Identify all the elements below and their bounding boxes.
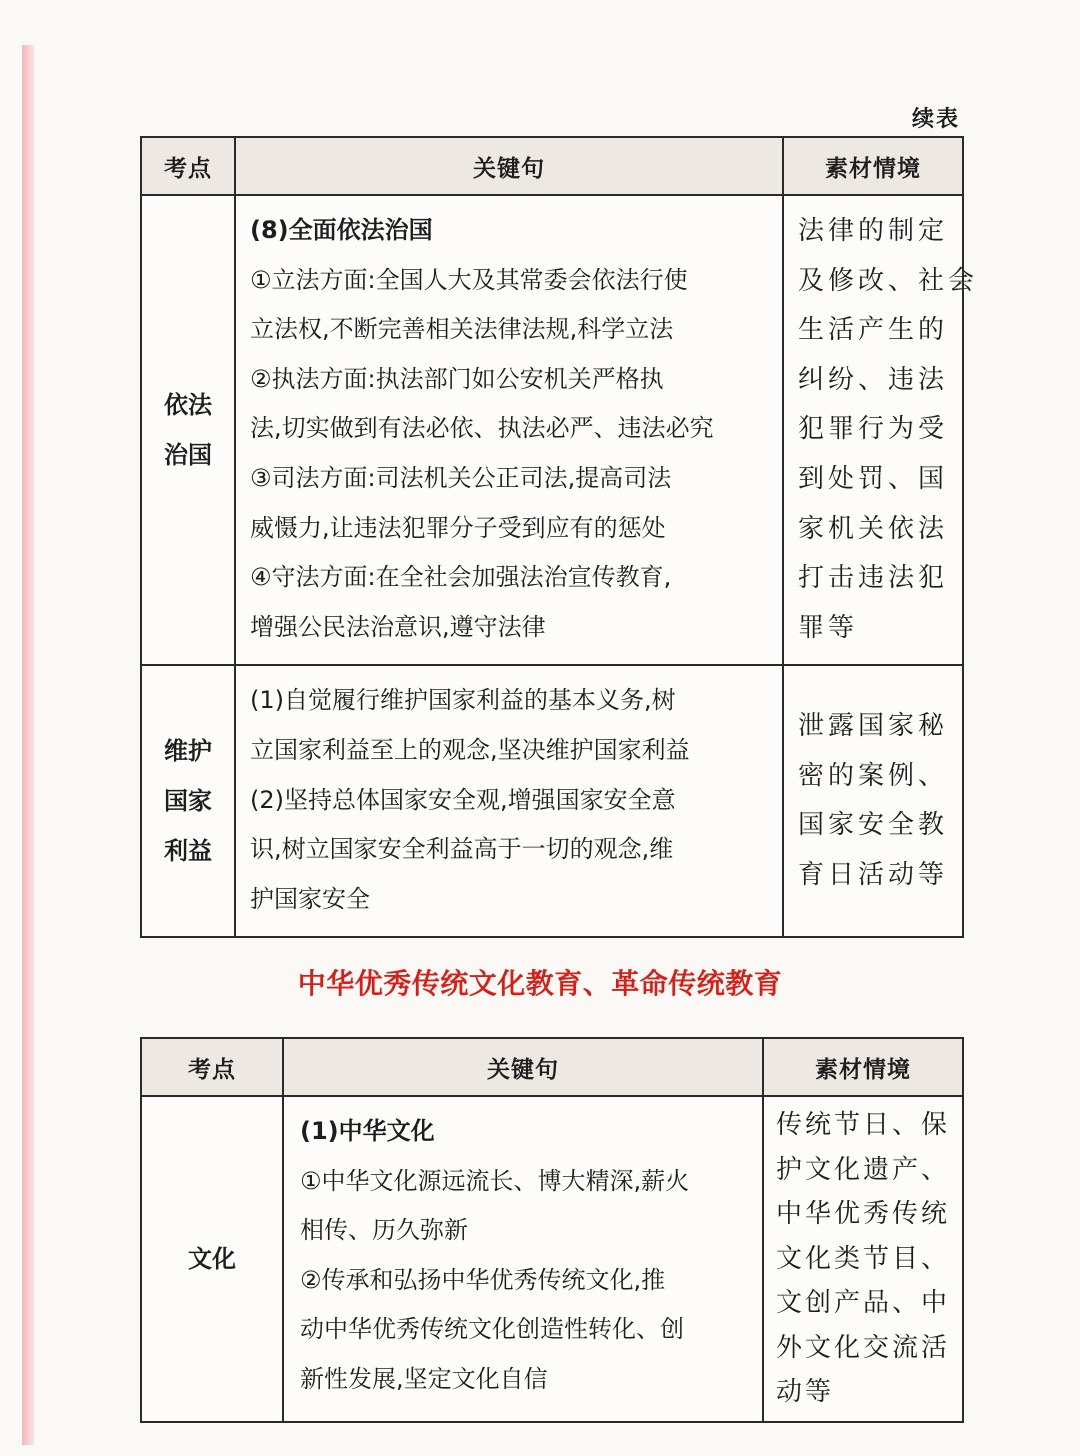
header-material: 素材情境 [783,137,963,195]
material-line: 密的案例、 [798,760,949,791]
section-title: 中华优秀传统文化教育、革命传统教育 [297,967,783,1000]
topic-cell [141,665,235,937]
table-header-row [141,1038,963,1096]
culture-education-table [140,1037,964,1423]
material-cell [783,195,979,665]
material-line: 罪等 [798,612,859,643]
topic-line: 国家 [164,787,212,816]
key-line: 增强公民法治意识,遵守法律 [250,612,546,641]
header-key-sentence: 关键句 [283,1038,763,1096]
key-line: 动中华优秀传统文化创造性转化、创 [300,1315,684,1344]
material-line: 纠纷、违法 [798,364,949,395]
key-line: 新性发展,坚定文化自信 [300,1364,548,1393]
table-row [141,195,963,665]
header-topic: 考点 [141,137,235,195]
key-line: 法,切实做到有法必依、执法必严、违法必究 [250,414,714,443]
material-line: 育日活动等 [798,859,949,890]
material-cell [783,665,963,937]
material-line: 家机关依法 [798,513,949,544]
topic-cell [141,1096,283,1422]
key-line: 立国家利益至上的观念,坚决维护国家利益 [250,735,690,764]
topic-line: 依法 [164,391,212,420]
material-cell [763,1096,963,1422]
material-line: 传统节日、保 [776,1110,951,1141]
key-line: ①中华文化源远流长、博大精深,薪火 [300,1166,690,1195]
header-material: 素材情境 [763,1038,963,1096]
table-header-row [141,137,963,195]
material-line: 法律的制定 [798,216,949,246]
material-line: 中华优秀传统 [776,1199,951,1230]
key-line: 识,树立国家安全利益高于一切的观念,维 [250,835,674,864]
key-line: 立法权,不断完善相关法律法规,科学立法 [250,315,674,344]
key-line: (1)自觉履行维护国家利益的基本义务,树 [250,686,676,715]
key-sentence-cell [235,665,783,937]
material-line: 打击违法犯 [798,563,949,594]
key-title: (1)中华文化 [300,1117,435,1145]
material-line: 犯罪行为受 [798,414,949,445]
material-line: 文化类节目、 [776,1243,951,1274]
key-line: ②传承和弘扬中华优秀传统文化,推 [300,1265,666,1294]
table-row [141,1096,963,1422]
key-line: ④守法方面:在全社会加强法治宣传教育, [250,563,672,592]
topic-line: 治国 [164,441,212,470]
table-row [141,665,963,937]
key-sentence-cell [235,195,783,665]
key-line: 相传、历久弥新 [300,1216,468,1245]
key-sentence-cell [283,1096,763,1422]
key-title: (8)全面依法治国 [250,216,433,244]
topic-cell [141,195,235,665]
material-line: 动等 [776,1377,835,1408]
material-line: 文创产品、中 [776,1288,951,1319]
key-line: ②执法方面:执法部门如公安机关严格执 [250,364,664,393]
key-line: (2)坚持总体国家安全观,增强国家安全意 [250,785,676,814]
material-line: 到处罚、国 [798,463,949,494]
material-line: 外文化交流活 [776,1332,951,1363]
header-topic: 考点 [141,1038,283,1096]
continued-label: 续表 [911,107,960,132]
key-line: ③司法方面:司法机关公正司法,提高司法 [250,463,672,492]
header-key-sentence: 关键句 [235,137,783,195]
topic-line: 文化 [188,1245,236,1273]
material-line: 生活产生的 [798,315,949,346]
topic-line: 维护 [164,737,212,766]
material-line: 及修改、社会 [798,265,979,296]
page-edge-marker [22,45,34,1445]
rule-of-law-table [140,136,979,938]
topic-line: 利益 [164,837,212,866]
key-line: 护国家安全 [250,884,370,913]
key-line: ①立法方面:全国人大及其常委会依法行使 [250,265,688,294]
material-line: 护文化遗产、 [776,1154,951,1185]
key-line: 威慑力,让违法犯罪分子受到应有的惩处 [250,513,666,542]
material-line: 国家安全教 [798,810,949,841]
material-line: 泄露国家秘 [798,711,949,742]
